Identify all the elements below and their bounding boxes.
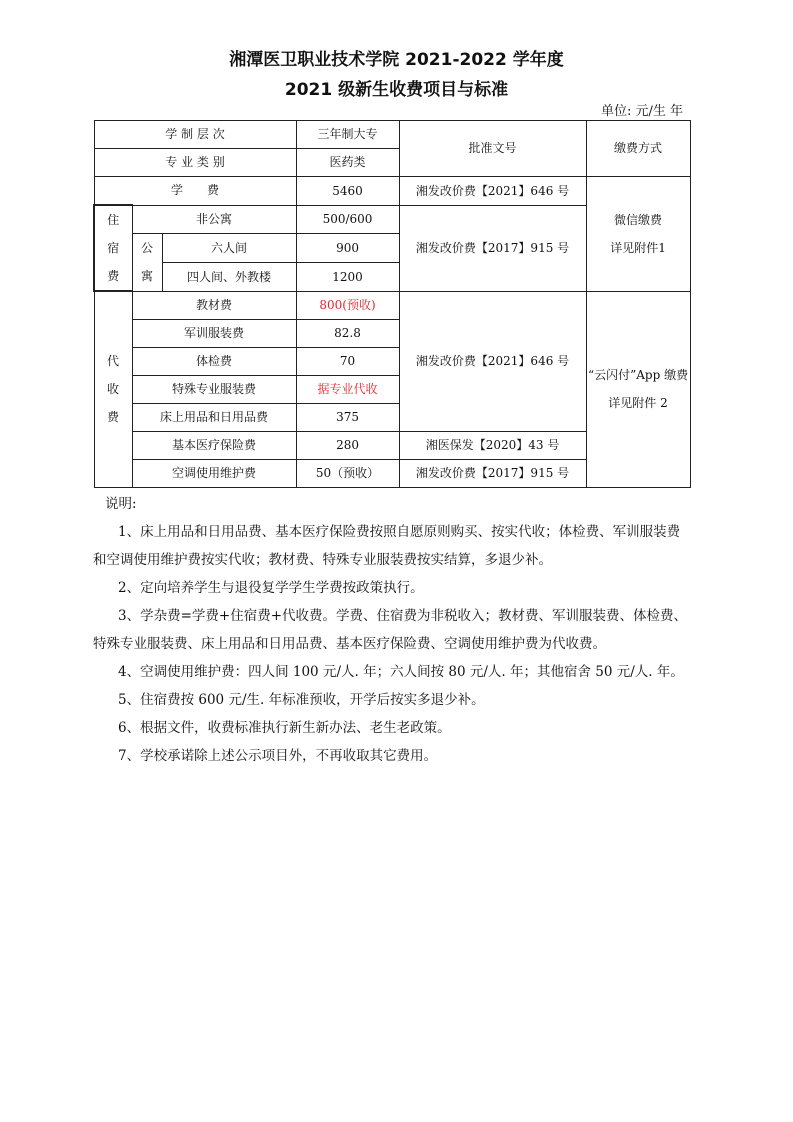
- title-line-2: 2021 级新生收费项目与标准: [284, 80, 509, 100]
- notes-section: [93, 490, 693, 770]
- six-person-value: 900: [296, 233, 399, 263]
- header-approval: 批准文号: [399, 121, 586, 177]
- header-major-value: 医药类: [296, 149, 399, 177]
- four-person-label: 四人间、外教楼: [162, 263, 296, 292]
- note-item: 6、根据文件，收费标准执行新生新办法、老生老政策。: [118, 720, 451, 736]
- apartment-label: 公 寓: [132, 233, 162, 291]
- header-payment: 缴费方式: [586, 121, 690, 177]
- collect-item-value: 50（预收）: [296, 459, 399, 487]
- collect-item-name: 床上用品和日用品费: [132, 403, 296, 431]
- non-apartment-value: 500/600: [296, 205, 399, 233]
- title-line-1: 湘潭医卫职业技术学院 2021-2022 学年度: [229, 50, 564, 70]
- tuition-approval: 湘发改价费【2021】646 号: [399, 177, 586, 206]
- header-level: 学 制 层 次: [94, 121, 296, 149]
- note-item: 7、学校承诺除上述公示项目外，不再收取其它费用。: [118, 748, 438, 764]
- payment-method-1: 微信缴费 详见附件1: [586, 177, 690, 292]
- collect-item-name: 教材费: [132, 291, 296, 319]
- collect-item-value: 82.8: [296, 319, 399, 347]
- collect-item-value: 70: [296, 347, 399, 375]
- lodging-label: 住 宿 费: [94, 205, 132, 291]
- collect-item-value: 800(预收): [296, 291, 399, 319]
- note-item: 1、床上用品和日用品费、基本医疗保险费按照自愿原则购买、按实代收；体检费、军训服装费和空调使用维护费按实代收；教材费、特殊专业服装费按实结算，多退少补。: [93, 524, 681, 568]
- collect-item-name: 特殊专业服装费: [132, 375, 296, 403]
- payment-method-2: “云闪付”App 缴费 详见附件 2: [586, 291, 690, 487]
- collect-label: 代 收 费: [94, 291, 132, 487]
- notes-heading: 说明:: [105, 496, 137, 512]
- collect-item-name: 体检费: [132, 347, 296, 375]
- unit-label: 单位: 元/生 年: [600, 104, 683, 119]
- collect-item-value: 280: [296, 431, 399, 459]
- note-item: 2、定向培养学生与退役复学学生学费按政策执行。: [118, 580, 424, 596]
- four-person-value: 1200: [296, 263, 399, 292]
- header-major: 专 业 类 别: [94, 149, 296, 177]
- collect-item-value: 据专业代收: [296, 375, 399, 403]
- note-item: 3、学杂费=学费+住宿费+代收费。学费、住宿费为非税收入；教材费、军训服装费、体检费、特殊专业服装费、床上用品和日用品费、基本医疗保险费、空调使用维护费为代收费。: [93, 608, 688, 652]
- collect-approval: 湘发改价费【2021】646 号: [399, 291, 586, 431]
- non-apartment-label: 非公寓: [132, 205, 296, 233]
- tuition-value: 5460: [296, 177, 399, 206]
- tuition-label: 学 费: [94, 177, 296, 206]
- note-item: 5、住宿费按 600 元/生. 年标准预收，开学后按实多退少补。: [118, 692, 485, 708]
- collect-item-name: 基本医疗保险费: [132, 431, 296, 459]
- collect-item-approval: 湘医保发【2020】43 号: [399, 431, 586, 459]
- six-person-label: 六人间: [162, 233, 296, 263]
- header-level-value: 三年制大专: [296, 121, 399, 149]
- collect-item-name: 空调使用维护费: [132, 459, 296, 487]
- collect-item-approval: 湘发改价费【2017】915 号: [399, 459, 586, 487]
- note-item: 4、空调使用维护费：四人间 100 元/人. 年；六人间按 80 元/人. 年；其他宿舍 50 元/人. 年。: [118, 664, 684, 680]
- fee-table: [93, 120, 691, 488]
- collect-item-name: 军训服装费: [132, 319, 296, 347]
- collect-item-value: 375: [296, 403, 399, 431]
- lodging-approval: 湘发改价费【2017】915 号: [399, 205, 586, 291]
